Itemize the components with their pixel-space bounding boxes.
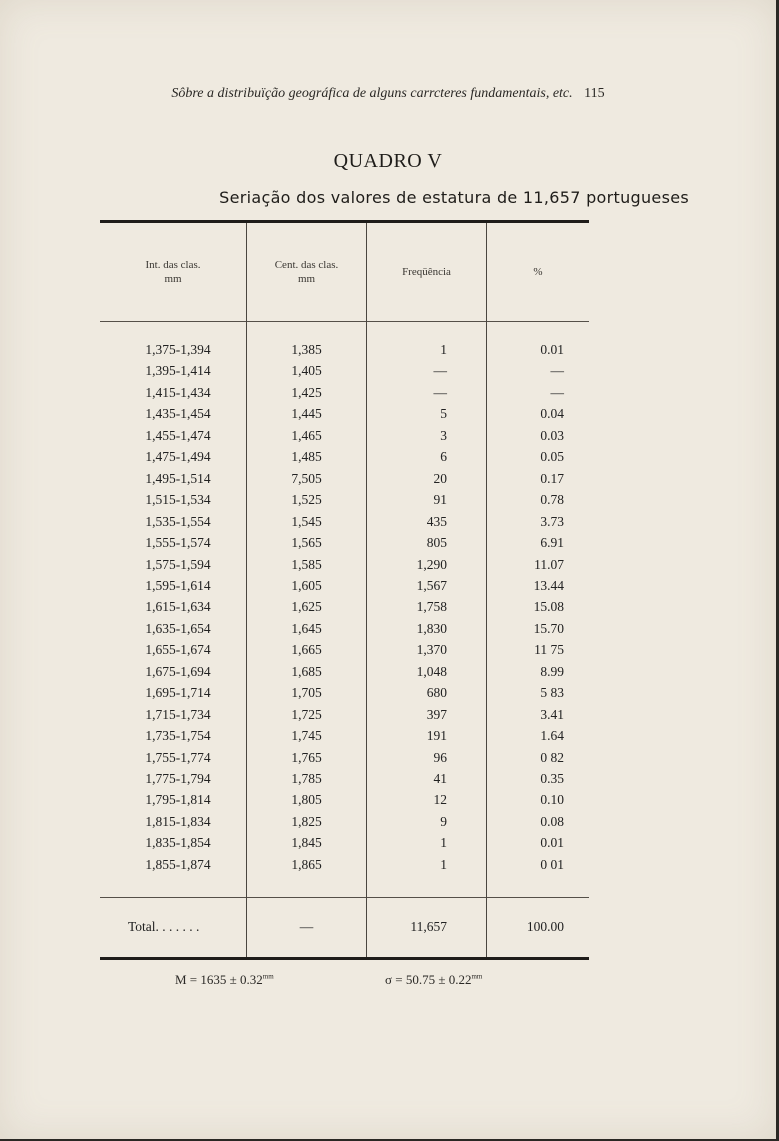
header-class-interval-label: Int. das clas. [145, 259, 201, 271]
table-row [100, 428, 589, 450]
cell-class-centre: 7,505 [291, 470, 322, 486]
cell-class-interval: 1,375-1,394 [145, 342, 211, 357]
cell-class-centre: 1,625 [291, 599, 322, 615]
cell-frequency: 1,758 [416, 599, 447, 615]
cell-percent: 1.64 [540, 728, 564, 744]
cell-percent: 13.44 [533, 577, 564, 593]
table-row [100, 535, 589, 557]
cell-class-interval: 1,695-1,714 [145, 685, 211, 701]
table-title: QUADRO V [333, 150, 443, 172]
table-row [100, 492, 589, 514]
header-class-centre [247, 258, 366, 286]
cell-class-interval: 1,415-1,434 [145, 384, 211, 400]
cell-class-interval: 1,595-1,614 [145, 577, 211, 593]
mean-unit: mm [262, 972, 274, 981]
cell-class-centre: 1,865 [291, 856, 322, 872]
cell-class-centre: 1,765 [291, 749, 322, 765]
table-row [100, 514, 589, 536]
cell-class-centre: 1,785 [291, 771, 322, 786]
cell-frequency: 680 [426, 685, 447, 701]
header-separator [100, 321, 589, 322]
cell-class-centre: 1,665 [291, 642, 322, 658]
cell-percent: 3.73 [540, 513, 564, 529]
cell-class-interval: 1,495-1,514 [145, 470, 211, 486]
cell-percent: 0 01 [540, 856, 564, 872]
cell-percent: — [550, 384, 564, 400]
cell-class-centre: 1,525 [291, 492, 322, 508]
cell-class-interval: 1,675-1,694 [145, 663, 211, 679]
cell-class-centre: 1,385 [291, 342, 322, 357]
cell-percent: — [550, 363, 564, 379]
table-row [100, 385, 589, 407]
cell-class-interval: 1,615-1,634 [145, 599, 211, 615]
cell-frequency: 397 [426, 706, 447, 722]
cell-class-centre: 1,805 [291, 792, 322, 808]
cell-frequency: 1,370 [416, 642, 447, 658]
cell-percent: 6.91 [540, 535, 564, 551]
mean-statistic [175, 972, 274, 988]
cell-class-interval: 1,715-1,734 [145, 706, 211, 722]
cell-class-centre: 1,545 [291, 513, 322, 529]
cell-class-interval: 1,795-1,814 [145, 792, 211, 808]
table-row [100, 363, 589, 385]
cell-class-interval: 1,655-1,674 [145, 642, 211, 658]
cell-frequency: 1,567 [416, 577, 447, 593]
header-class-interval-unit: mm [164, 273, 182, 285]
cell-class-centre: 1,405 [291, 363, 322, 379]
cell-class-interval: 1,835-1,854 [145, 835, 211, 851]
table-row [100, 342, 589, 364]
cell-class-interval: 1,735-1,754 [145, 728, 211, 744]
table-row [100, 599, 589, 621]
table-row [100, 557, 589, 579]
sigma-value: σ = 50.75 ± 0.22 [385, 972, 472, 987]
header-percent: % [533, 266, 543, 278]
cell-class-centre: 1,425 [291, 384, 322, 400]
cell-class-interval: 1,755-1,774 [145, 749, 211, 765]
cell-percent: 15.70 [533, 620, 564, 636]
cell-percent: 11.07 [534, 556, 564, 572]
table-top-rule [100, 220, 589, 223]
cell-class-interval: 1,475-1,494 [145, 449, 211, 465]
cell-frequency: 1,830 [416, 620, 447, 636]
cell-class-centre: 1,605 [291, 577, 322, 593]
cell-class-interval: 1,515-1,534 [145, 492, 211, 508]
header-class-centre-unit: mm [297, 273, 316, 285]
table-row [100, 449, 589, 471]
cell-class-centre: 1,845 [291, 835, 322, 851]
header-class-interval [100, 258, 246, 286]
header-frequency: Freqüência [402, 266, 451, 278]
cell-class-centre: 1,825 [291, 813, 322, 829]
cell-frequency: 191 [426, 728, 447, 744]
cell-frequency: 1,290 [416, 556, 447, 572]
cell-percent: 3.41 [540, 706, 564, 722]
cell-class-interval: 1,455-1,474 [145, 427, 211, 443]
cell-class-centre: 1,485 [291, 449, 322, 465]
total-centre: — [299, 919, 314, 934]
cell-percent: 0 82 [540, 749, 564, 765]
running-header [0, 86, 776, 102]
cell-class-centre: 1,465 [291, 427, 322, 443]
cell-frequency: 9 [440, 813, 447, 829]
table-row [100, 406, 589, 428]
table-row [100, 728, 589, 750]
cell-frequency: 6 [440, 449, 447, 465]
cell-percent: 0.10 [540, 792, 564, 808]
cell-percent: 0.01 [540, 835, 564, 851]
running-title: Sôbre a distribuïção geográfica de alguns carrcteres fundamentais, etc. [171, 86, 573, 101]
cell-class-centre: 1,565 [291, 535, 322, 551]
cell-class-interval: 1,635-1,654 [145, 620, 211, 636]
cell-frequency: 1,048 [416, 663, 447, 679]
cell-percent: 11 75 [534, 642, 564, 658]
cell-class-interval: 1,555-1,574 [145, 535, 211, 551]
cell-class-interval: 1,775-1,794 [145, 771, 211, 786]
cell-percent: 0.03 [540, 427, 564, 443]
cell-class-interval: 1,855-1,874 [145, 856, 211, 872]
cell-percent: 0.04 [540, 406, 564, 422]
cell-class-interval: 1,435-1,454 [145, 406, 211, 422]
total-frequency: 11,657 [410, 919, 447, 934]
table-row [100, 664, 589, 686]
cell-frequency: — [433, 363, 447, 379]
cell-frequency: 41 [433, 771, 447, 786]
total-percent: 100.00 [526, 919, 564, 934]
table-row [100, 642, 589, 664]
total-label: Total. . . . . . . [128, 919, 200, 934]
cell-frequency: 12 [433, 792, 447, 808]
cell-class-interval: 1,395-1,414 [145, 363, 211, 379]
cell-class-interval: 1,575-1,594 [145, 556, 211, 572]
table-row [100, 685, 589, 707]
cell-percent: 0.78 [540, 492, 564, 508]
cell-class-centre: 1,445 [291, 406, 322, 422]
cell-frequency: 1 [440, 835, 447, 851]
table-row [100, 835, 589, 857]
table-row [100, 578, 589, 600]
sigma-unit: mm [471, 972, 483, 981]
table-caption: Seriação dos valores de estatura de 11,657 portugueses [219, 188, 689, 207]
cell-class-interval: 1,815-1,834 [145, 813, 211, 829]
mean-value: M = 1635 ± 0.32 [175, 972, 263, 987]
total-separator [100, 897, 589, 898]
table-row [100, 792, 589, 814]
cell-percent: 0.08 [540, 813, 564, 829]
header-class-centre-label: Cent. das clas. [274, 259, 339, 271]
cell-frequency: 435 [426, 513, 447, 529]
cell-class-centre: 1,685 [291, 663, 322, 679]
page-number: 115 [584, 86, 605, 101]
cell-class-centre: 1,705 [291, 685, 322, 701]
cell-frequency: 5 [440, 406, 447, 422]
stature-table [100, 220, 589, 961]
cell-class-centre: 1,645 [291, 620, 322, 636]
table-row [100, 857, 589, 879]
cell-frequency: 96 [433, 749, 447, 765]
cell-percent: 0.05 [540, 449, 564, 465]
cell-percent: 0.35 [540, 771, 564, 786]
cell-class-interval: 1,535-1,554 [145, 513, 211, 529]
cell-class-centre: 1,725 [291, 706, 322, 722]
cell-class-centre: 1,585 [291, 556, 322, 572]
cell-percent: 0.17 [540, 470, 564, 486]
table-bottom-rule [100, 957, 589, 960]
table-row [100, 707, 589, 729]
cell-frequency: 1 [440, 856, 447, 872]
table-row [100, 621, 589, 643]
cell-class-centre: 1,745 [291, 728, 322, 744]
cell-frequency: 91 [433, 492, 447, 508]
cell-percent: 15.08 [533, 599, 564, 615]
cell-frequency: 805 [426, 535, 447, 551]
table-row [100, 771, 589, 793]
cell-frequency: 20 [433, 470, 447, 486]
cell-frequency: — [433, 384, 447, 400]
cell-frequency: 3 [440, 427, 447, 443]
table-row [100, 750, 589, 772]
cell-percent: 5 83 [540, 685, 564, 701]
table-row [100, 814, 589, 836]
sigma-statistic [385, 972, 482, 988]
table-row [100, 471, 589, 493]
cell-percent: 0.01 [540, 342, 564, 357]
cell-frequency: 1 [440, 342, 447, 357]
cell-percent: 8.99 [540, 663, 564, 679]
